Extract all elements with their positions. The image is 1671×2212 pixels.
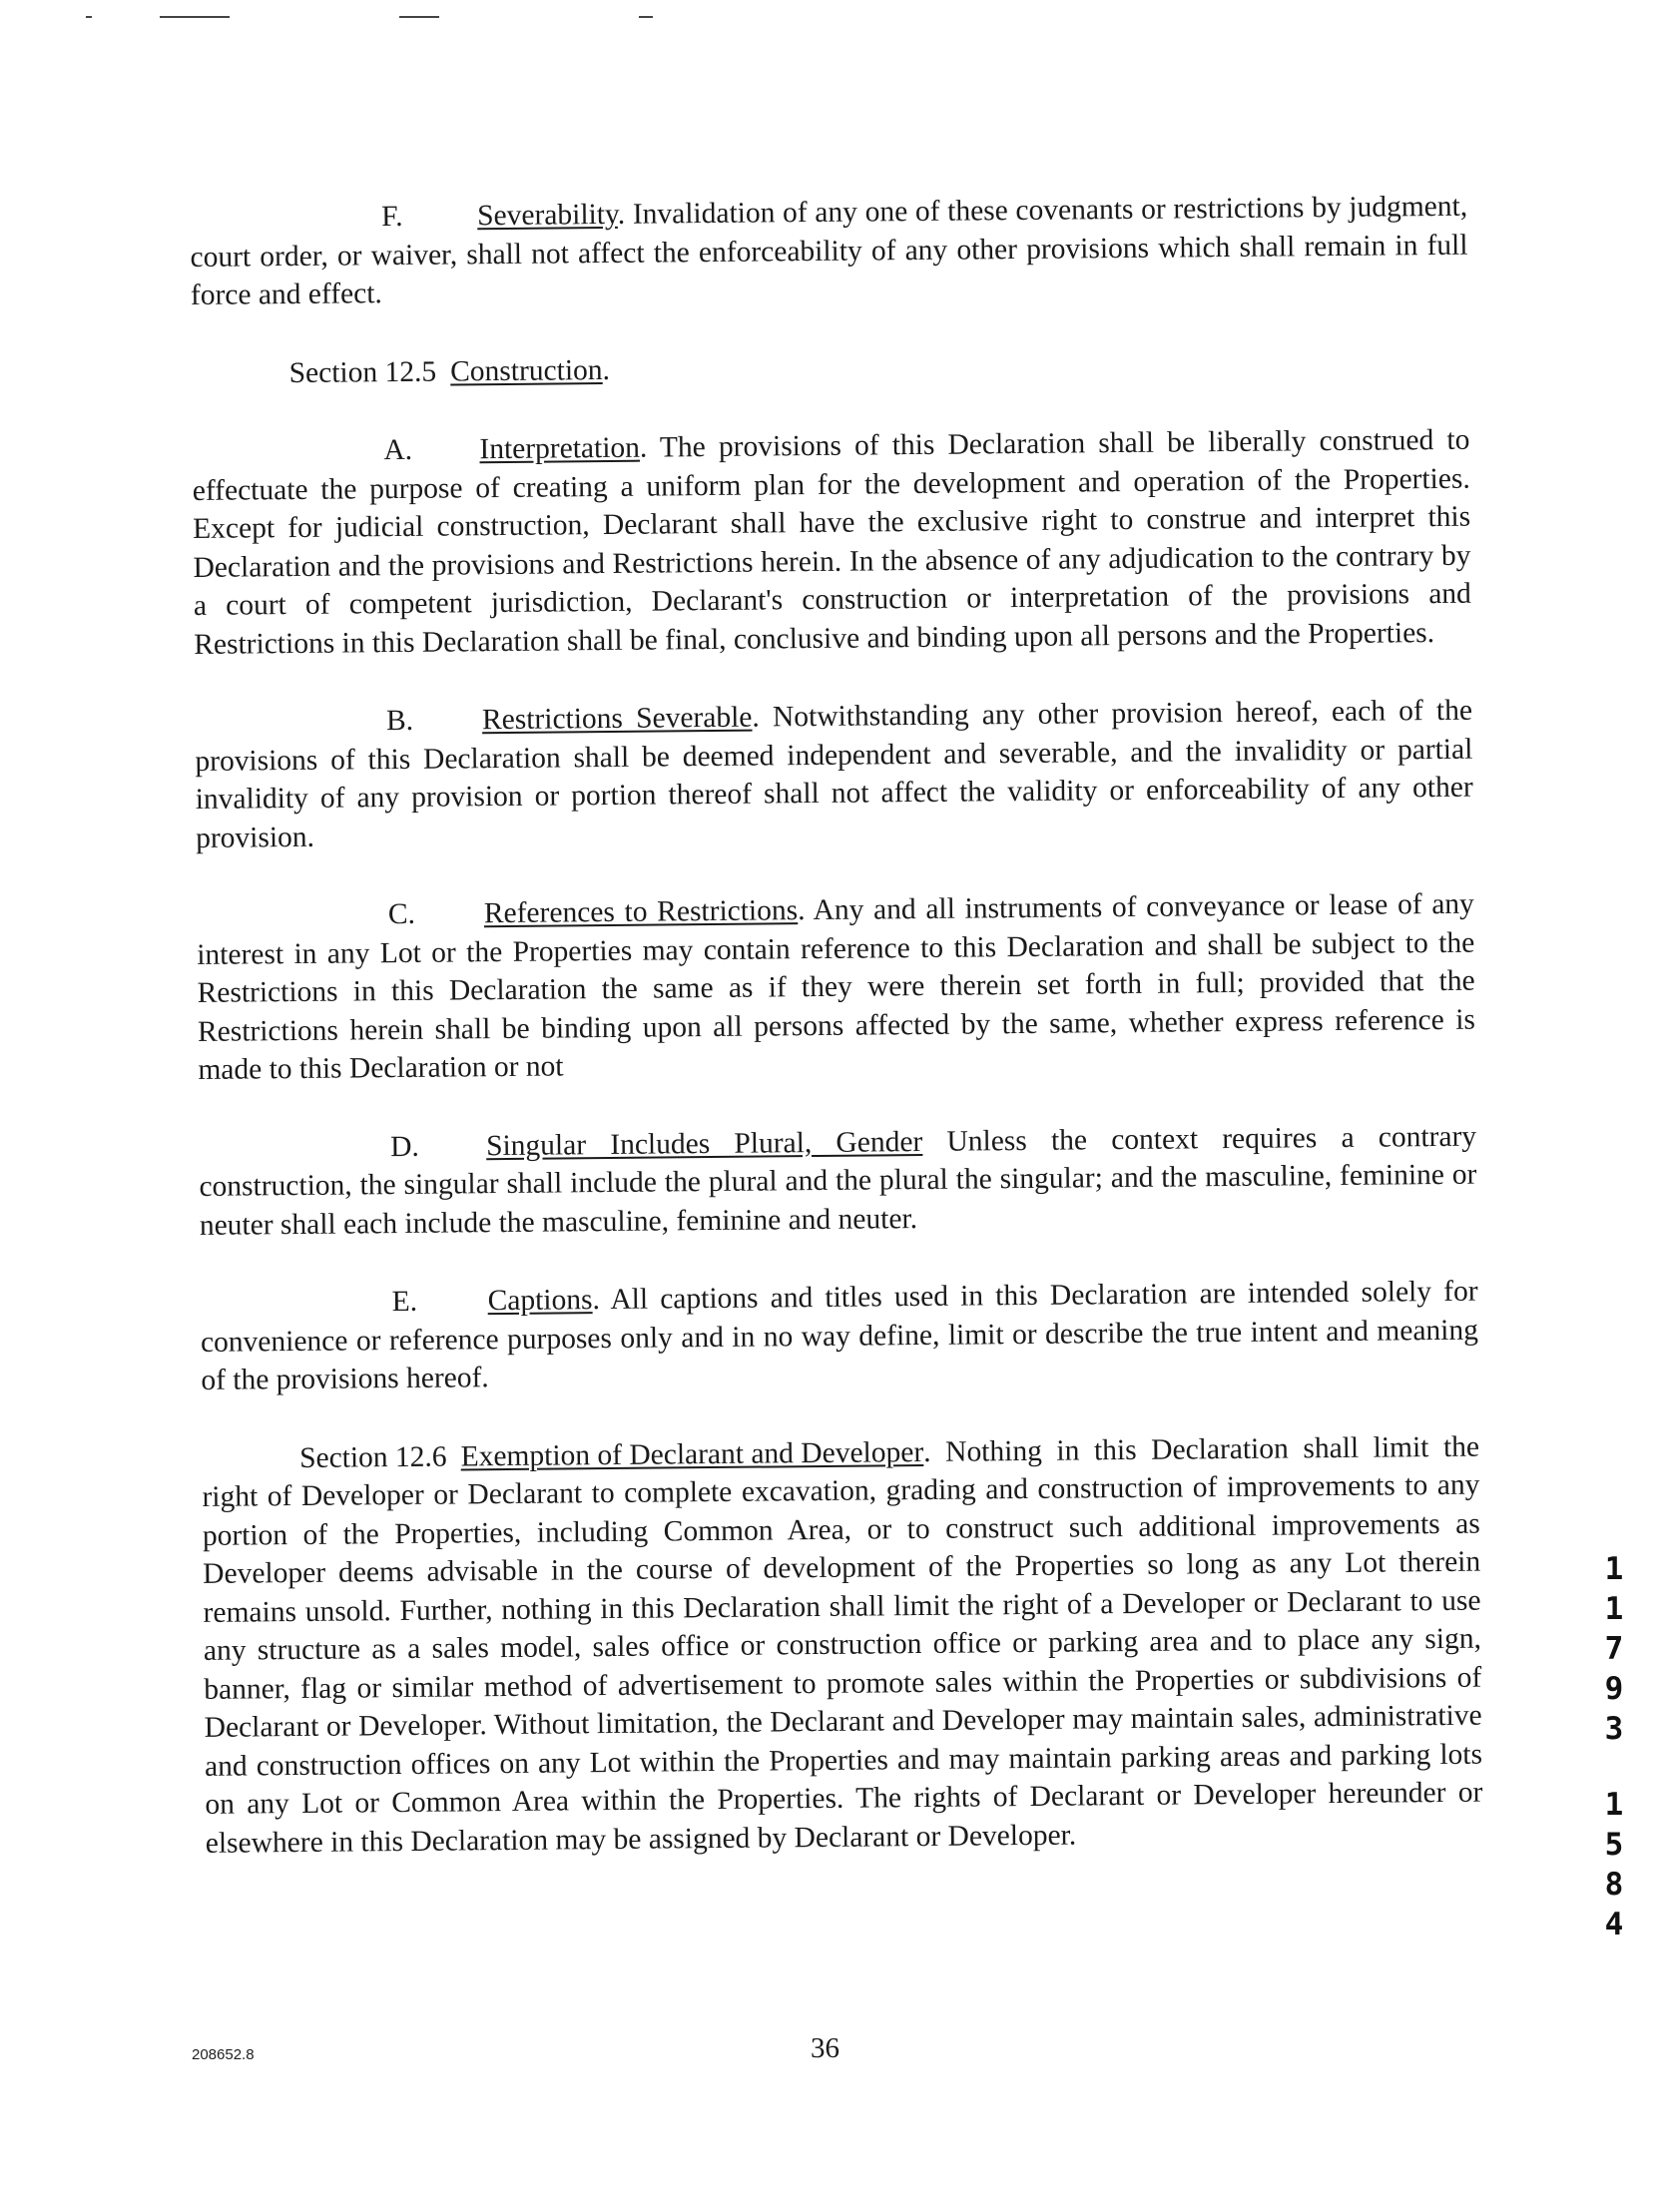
paragraph-a-interpretation <box>192 421 1471 664</box>
scan-mark <box>399 16 439 18</box>
paragraph-heading: Severability <box>477 198 618 233</box>
recording-stamp <box>1599 1549 1629 1944</box>
stamp-digit: 1 <box>1604 1551 1624 1587</box>
section-title: Exemption of Declarant and Developer <box>460 1435 924 1472</box>
stamp-digit: 3 <box>1604 1711 1624 1747</box>
paragraph-b-restrictions-severable <box>195 692 1473 857</box>
paragraph-heading: Restrictions Severable <box>481 701 753 737</box>
document-body <box>190 188 1483 1863</box>
paragraph-body: . The provisions of this Declaration shall be liberally construed to effectuate the purpose of creating a uniform plan for the development and operation of the Properties. Except for judicial construction, Declarant shall have the exclusive right to construe and interpret this Declaration and the provisions and Restrictions herein. In the absence of any adjudication to the contrary by a court of competent jurisdiction, Declarant's construction or interpretation of the provisions and Restrictions in this Declaration shall be final, conclusive and binding upon all persons and the Properties. <box>192 423 1472 661</box>
paragraph-body: . Notwithstanding any other provision hereof, each of the provisions of this Declaration shall be deemed independent and severable, and the invalidity or partial invalidity of any provision or portion thereof shall not affect the validity or enforceability of any other provision. <box>195 694 1473 854</box>
paragraph-heading: Interpretation <box>479 431 641 466</box>
section-12-6-exemption <box>202 1427 1483 1863</box>
section-title-suffix: . <box>602 353 611 386</box>
paragraph-letter: F. <box>381 200 403 234</box>
paragraph-body: Unless the context requires a contrary construction, the singular shall include the plural and the plural the singular; and the masculine, feminine or neuter shall each include the masculine, feminine and neuter. <box>199 1120 1477 1242</box>
scan-edge-marks <box>0 14 699 22</box>
paragraph-e-captions <box>200 1273 1478 1400</box>
scan-mark <box>639 16 653 18</box>
paragraph-f-severability <box>190 188 1468 315</box>
section-number: Section 12.5 <box>288 355 437 389</box>
paragraph-letter: B. <box>385 704 414 738</box>
paragraph-body: . Any and all instruments of conveyance or lease of any interest in any Lot or the Properties may contain reference to this Declaration and shall be subject to the Restrictions in this Declaration the same as if they were therein set forth in full; provided that the Restrictions herein shall be binding upon all persons affected by the same, whether express reference is made to this Declaration or not <box>197 887 1476 1086</box>
paragraph-letter: C. <box>387 897 416 931</box>
paragraph-body: . All captions and titles used in this Declaration are intended solely for convenience or reference purposes only and in no way define, limit or describe the true intent and meaning of the provisions hereof. <box>200 1275 1479 1396</box>
stamp-digit: 8 <box>1604 1867 1624 1903</box>
stamp-digit: 5 <box>1604 1827 1624 1863</box>
paragraph-c-references-to-restrictions <box>197 885 1476 1090</box>
stamp-digit: 1 <box>1604 1787 1624 1823</box>
document-id: 208652.8 <box>192 2046 255 2063</box>
paragraph-heading: References to Restrictions <box>483 894 799 930</box>
paragraph-body: . Nothing in this Declaration shall limit the right of Developer or Declarant to complete excavation, grading and construction of improvements to any portion of the Properties, including Common Area, or to construct such additional improvements as Developer deems advisable in the course of development of the Properties so long as any Lot therein remains unsold. Further, nothing in this Declaration shall limit the right of a Developer or Declarant to use any structure as a sales model, sales office or construction office or parking area and to place any sign, banner, flag or similar method of advertisement to promote sales within the Properties or subdivisions of Declarant or Developer. Without limitation, the Declarant and Developer may maintain sales, administrative and construction offices on any Lot within the Properties and may maintain parking areas and parking lots on any Lot or Common Area within the Properties. The rights of Declarant or Developer hereunder or elsewhere in this Declaration may be assigned by Declarant or Developer. <box>202 1430 1483 1860</box>
stamp-digit: 7 <box>1604 1631 1624 1667</box>
paragraph-d-singular-plural-gender <box>199 1117 1477 1245</box>
paragraph-body: . Invalidation of any one of these covenants or restrictions by judgment, court order, or waiver, shall not affect the enforceability of any other provisions which shall remain in full force and effect. <box>190 190 1468 311</box>
paragraph-letter: A. <box>383 433 413 467</box>
page-number: 36 <box>811 2032 839 2064</box>
scan-mark <box>160 16 230 18</box>
stamp-digit: 1 <box>1604 1591 1624 1627</box>
stamp-digit: 9 <box>1604 1671 1624 1707</box>
paragraph-heading: Singular Includes Plural, Gender <box>485 1125 923 1162</box>
stamp-digit: 4 <box>1604 1907 1624 1942</box>
section-number: Section 12.6 <box>298 1440 447 1474</box>
paragraph-heading: Captions <box>487 1284 593 1318</box>
paragraph-letter: E. <box>391 1285 418 1319</box>
section-title: Construction <box>450 353 603 388</box>
paragraph-letter: D. <box>389 1130 419 1163</box>
scan-mark <box>86 16 92 18</box>
